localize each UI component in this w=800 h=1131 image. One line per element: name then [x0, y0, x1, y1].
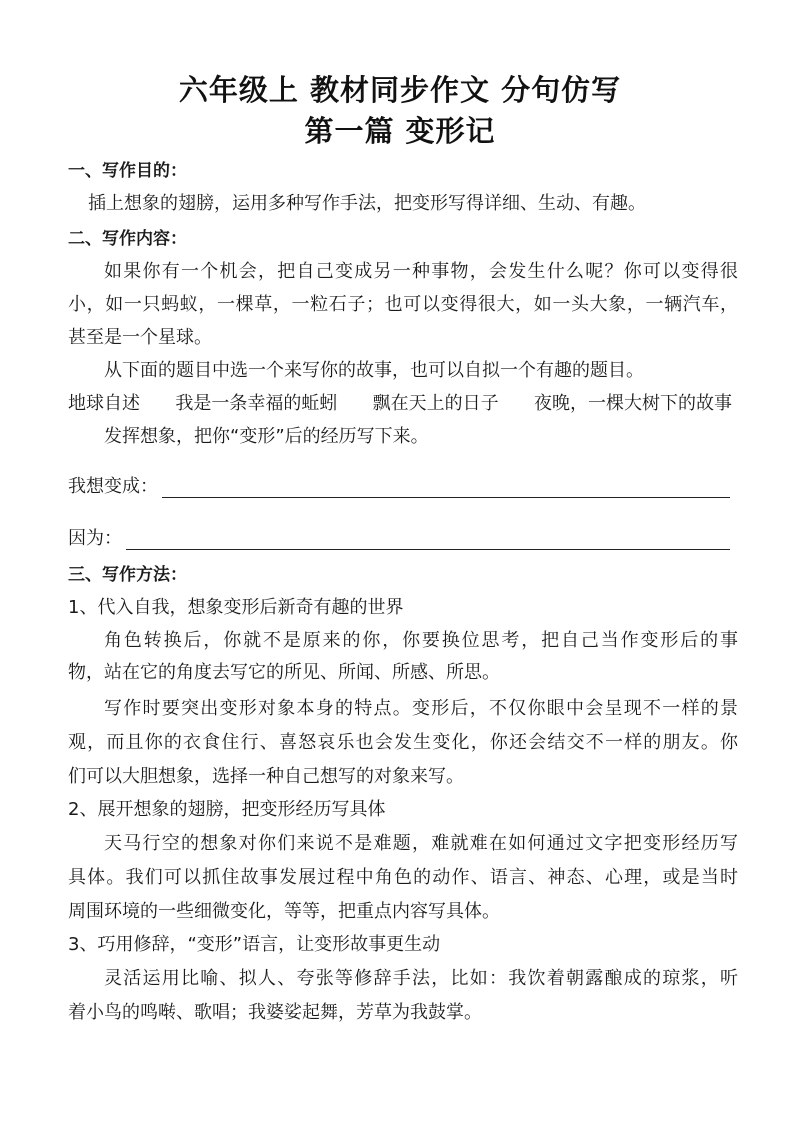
fill-label-want-to-become: 我想变成： [68, 476, 158, 497]
method1-para2-line3: 们可以大胆想象，选择一种自己想写的对象来写。 [68, 766, 464, 787]
page-title: 六年级上 教材同步作文 分句仿写 [178, 73, 622, 107]
method1-para2-line2: 观，而且你的衣食住行、喜怒哀乐也会发生变化，你还会结交不一样的朋友。你 [68, 732, 738, 753]
section-heading-content: 二、写作内容： [68, 229, 187, 249]
topic-item: 夜晚，一棵大树下的故事 [533, 393, 732, 414]
method3-title: 3、巧用修辞，“变形”语言，让变形故事更生动 [68, 934, 441, 955]
method2-para-line1: 天马行空的想象对你们来说不是难题，难就难在如何通过文字把变形经历写 [104, 833, 738, 854]
fill-label-because: 因为： [68, 528, 122, 549]
method1-para1-line2: 物，站在它的角度去写它的所见、所闻、所感、所思。 [68, 662, 500, 683]
page-subtitle: 第一篇 变形记 [304, 114, 496, 148]
topic-item: 地球自述 [68, 393, 140, 414]
method2-title: 2、展开想象的翅膀，把变形经历写具体 [68, 799, 386, 820]
method2-para-line3: 周围环境的一些细微变化，等等，把重点内容写具体。 [68, 901, 500, 922]
topic-list [68, 391, 732, 417]
purpose-text: 插上想象的翅膀，运用多种写作手法，把变形写得详细、生动、有趣。 [88, 193, 646, 214]
content-para1-line2: 小，如一只蚂蚁，一棵草，一粒石子；也可以变得很大，如一头大象，一辆汽车， [68, 294, 738, 315]
method2-para-line2: 具体。我们可以抓住故事发展过程中角色的动作、语言、神态、心理，或是当时 [68, 867, 738, 888]
method1-title: 1、代入自我，想象变形后新奇有趣的世界 [68, 597, 404, 618]
content-para1-line1: 如果你有一个机会，把自己变成另一种事物，会发生什么呢？你可以变得很 [104, 261, 738, 282]
method1-para2-line1: 写作时要突出变形对象本身的特点。变形后，不仅你眼中会呈现不一样的景 [104, 698, 738, 719]
fill-row-because [68, 522, 730, 552]
fill-blank-want-to-become[interactable] [162, 475, 730, 498]
topic-item: 我是一条幸福的蚯蚓 [175, 393, 338, 414]
method3-para-line1: 灵活运用比喻、拟人、夸张等修辞手法，比如：我饮着朝露酿成的琼浆，听 [104, 968, 738, 989]
section-heading-methods: 三、写作方法： [68, 565, 187, 585]
method3-para-line2: 着小鸟的鸣啭、歌唱；我婆娑起舞，芳草为我鼓掌。 [68, 1002, 482, 1023]
content-para2: 从下面的题目中选一个来写你的故事，也可以自拟一个有趣的题目。 [104, 360, 644, 381]
fill-row-want-to-become [68, 470, 730, 500]
content-para3: 发挥想象，把你“变形”后的经历写下来。 [104, 426, 429, 447]
topic-item: 飘在天上的日子 [372, 393, 499, 414]
method1-para1-line1: 角色转换后，你就不是原来的你，你要换位思考，把自己当作变形后的事 [104, 630, 738, 651]
section-heading-purpose: 一、写作目的： [68, 161, 187, 181]
fill-blank-because[interactable] [126, 527, 730, 550]
content-para1-line3: 甚至是一个星球。 [68, 327, 212, 348]
